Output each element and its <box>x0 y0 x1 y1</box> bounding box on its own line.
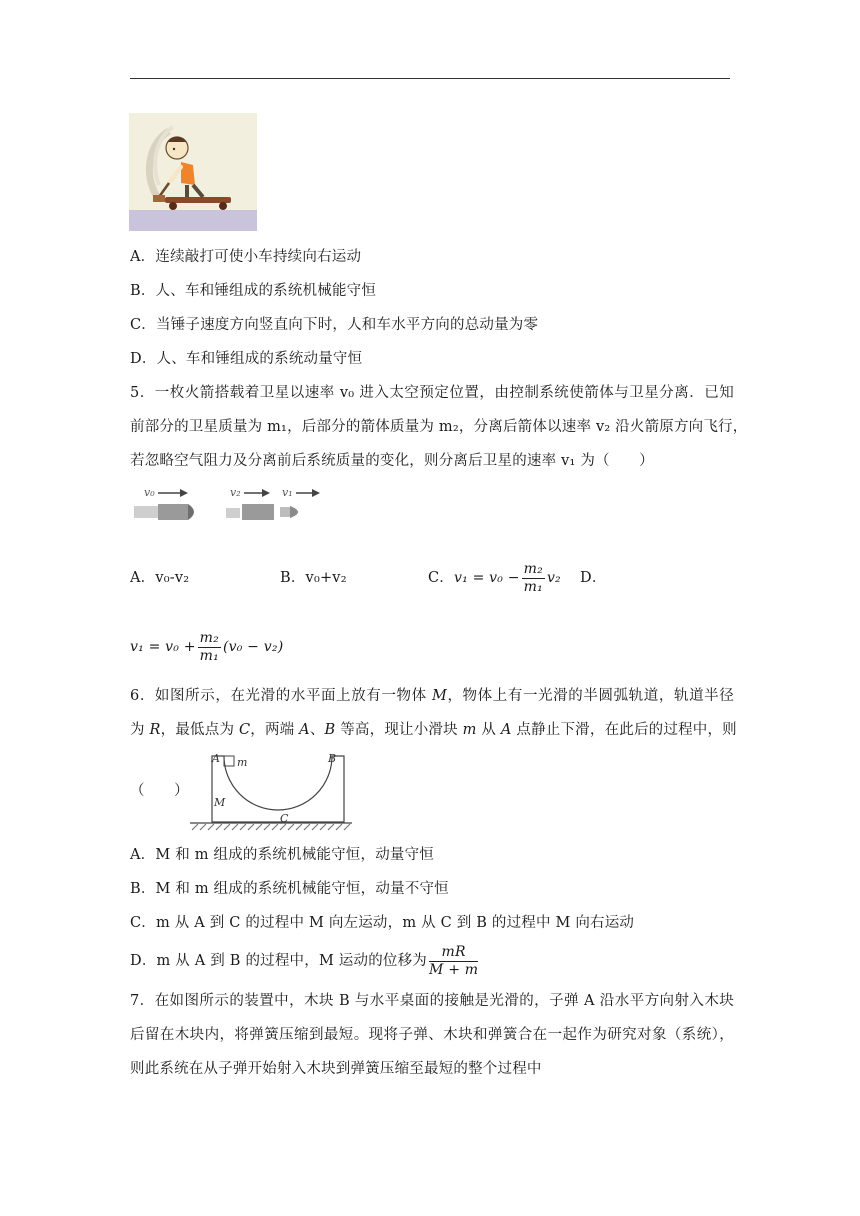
q6-stem-line-2 <box>130 713 737 747</box>
q5-option-d-tail: (v₀ − v₂) <box>222 639 284 655</box>
rocket-separation-illustration <box>130 484 330 528</box>
q5-option-d-denominator: m₁ <box>199 647 219 664</box>
q6-text: 从 <box>476 722 501 738</box>
mass-m-label: m <box>237 756 248 769</box>
q6-option-c[interactable]: C．m 从 A 到 C 的过程中 M 向左运动，m 从 C 到 B 的过程中 M 向右运动 <box>130 915 635 931</box>
q6-var-m: m <box>462 722 477 738</box>
q6-option-b[interactable]: B．M 和 m 组成的系统机械能守恒，动量不守恒 <box>130 881 449 897</box>
label-v0: v₀ <box>144 486 155 499</box>
q5-option-a[interactable]: A．v₀-v₂ <box>130 570 190 586</box>
q5-option-c-lhs: v₁ = v₀ − <box>454 570 520 586</box>
q4-option-a[interactable]: A．连续敲打可使小车持续向右运动 <box>130 249 362 265</box>
q5-option-d-label[interactable]: D． <box>580 570 607 586</box>
q6-option-d-text: D．m 从 A 到 B 的过程中，M 运动的位移为 <box>130 953 428 969</box>
q6-var-C: C <box>238 722 251 738</box>
q6-text: 6．如图所示，在光滑的水平面上放有一物体 <box>130 688 432 704</box>
q6-stem-line-1 <box>130 679 734 713</box>
q6-var-A: A <box>299 722 310 738</box>
q6-option-d-numerator: mR <box>429 944 478 962</box>
q5-option-b[interactable]: B．v₀+v₂ <box>280 570 347 586</box>
q6-answer-bracket: （ ） <box>130 783 189 799</box>
q5-option-c-numerator: m₂ <box>523 560 543 577</box>
q6-option-a[interactable]: A．M 和 m 组成的系统机械能守恒，动量守恒 <box>130 847 434 863</box>
q7-stem-line-2: 后留在木块内，将弹簧压缩到最短。现将子弹、木块和弹簧合在一起作为研究对象（系统）， <box>130 1027 734 1043</box>
q5-option-c[interactable] <box>428 557 561 599</box>
point-C-label: C <box>280 812 289 825</box>
q5-option-c-fraction <box>522 561 545 596</box>
q5-option-d-lhs: v₁ = v₀ + <box>130 639 196 655</box>
q6-text: ，两端 <box>250 722 300 738</box>
q5-option-d-fraction <box>198 630 221 665</box>
q5-option-d-numerator: m₂ <box>199 629 219 646</box>
q5-stem-line-3: 若忽略空气阻力及分离前后系统质量的变化，则分离后卫星的速率 v₁ 为（ ） <box>130 453 654 469</box>
label-v1: v₁ <box>282 486 293 499</box>
q6-text: ，最低点为 <box>160 722 239 738</box>
q6-option-d-fraction <box>429 944 478 979</box>
hammer-cart-figure <box>129 113 257 231</box>
q6-text: 等高，现让小滑块 <box>335 722 463 738</box>
q4-option-c[interactable]: C．当锤子速度方向竖直向下时，人和车水平方向的总动量为零 <box>130 317 539 333</box>
q5-stem-line-1: 5．一枚火箭搭载着卫星以速率 v₀ 进入太空预定位置，由控制系统使箭体与卫星分离．已知 <box>130 385 734 401</box>
mass-M-label: M <box>214 796 226 809</box>
q7-stem-line-3: 则此系统在从子弹开始射入木块到弹簧压缩至最短的整个过程中 <box>130 1061 542 1077</box>
q5-option-d-formula[interactable] <box>130 626 283 668</box>
q5-option-c-prefix: C． <box>428 570 454 586</box>
q6-text: 、 <box>309 722 325 738</box>
semicircle-track-diagram <box>186 748 356 832</box>
point-B-label: B <box>328 752 337 765</box>
q6-text: ，物体上有一光滑的半圆弧轨道，轨道半径 <box>447 688 734 704</box>
q6-text: 点静止下滑，在此后的过程中，则 <box>511 722 737 738</box>
q6-option-d-denominator: M + m <box>429 961 479 978</box>
point-A-label: A <box>212 752 220 765</box>
q5-option-c-tail: v₂ <box>546 570 561 586</box>
q4-option-d[interactable]: D．人、车和锤组成的系统动量守恒 <box>130 351 363 367</box>
q6-text: 为 <box>130 722 150 738</box>
q6-var-R: R <box>149 722 161 738</box>
q4-option-b[interactable]: B．人、车和锤组成的系统机械能守恒 <box>130 283 377 299</box>
q6-var-B: B <box>324 722 336 738</box>
q7-stem-line-1: 7．在如图所示的装置中，木块 B 与水平桌面的接触是光滑的，子弹 A 沿水平方向射入木块 <box>130 993 734 1009</box>
label-v2: v₂ <box>230 486 241 499</box>
hammer-cart-illustration <box>129 113 257 231</box>
header-rule <box>130 78 730 79</box>
q5-stem-line-2: 前部分的卫星质量为 m₁，后部分的箭体质量为 m₂，分离后箭体以速率 v₂ 沿火箭原方向飞行， <box>130 419 748 435</box>
q5-option-c-denominator: m₁ <box>523 578 543 595</box>
q6-option-d[interactable] <box>130 940 480 982</box>
q6-var-A: A <box>500 722 512 738</box>
q6-var-M: M <box>431 688 448 704</box>
rocket-separation-figure <box>130 484 330 528</box>
semicircle-track-figure <box>186 748 356 832</box>
